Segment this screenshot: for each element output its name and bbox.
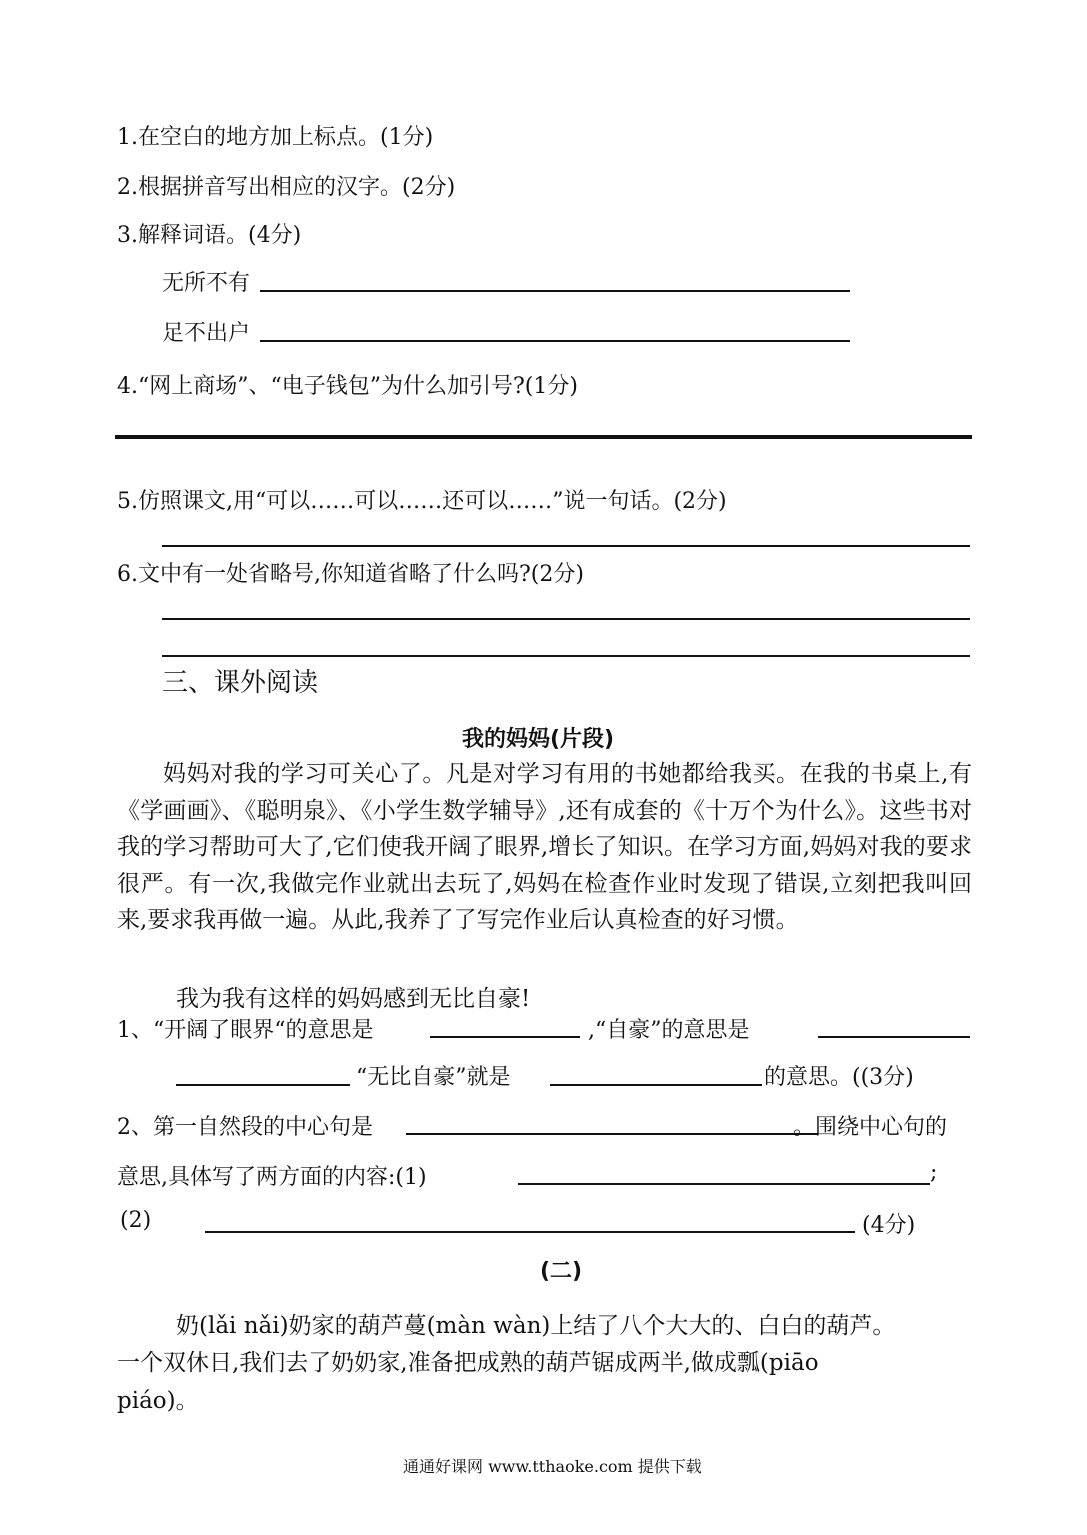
answer-line-proud[interactable] [818,1036,970,1038]
passage-2-line-3: piáo)。 [117,1388,199,1414]
answer-line-aspect-2[interactable] [205,1231,855,1233]
question-4: 4.“网上商场”、“电子钱包”为什么加引号?(1分) [117,374,578,399]
passage-2-line-1: 奶(lǎi nǎi)奶家的葫芦蔓(màn wàn)上结了八个大大的、白白的葫芦。 [176,1313,896,1339]
question-5: 5.仿照课文,用“可以……可以……还可以……”说一句话。(2分) [117,489,727,514]
question-1: 1.在空白的地方加上标点。(1分) [117,125,434,150]
answer-line-eyes-opened[interactable] [430,1036,580,1038]
passage-question-2-start: 2、第一自然段的中心句是 [117,1115,373,1140]
answer-line-incomparably-proud-a[interactable] [176,1084,350,1086]
passage-question-2-cont: 意思,具体写了两方面的内容:(1) [117,1165,427,1190]
passage-2-line-2: 一个双休日,我们去了奶奶家,准备把成熟的葫芦锯成两半,做成瓢(piāo [117,1350,819,1376]
passage-question-2-mid: 。围绕中心句的 [793,1115,948,1140]
answer-line-central-sentence[interactable] [406,1133,818,1135]
question-3-term-1: 无所不有 [162,271,251,296]
passage-question-2-item-2: (2) [120,1208,152,1233]
answer-line-question-5[interactable] [162,545,970,547]
answer-line-question-6-a[interactable] [162,618,970,620]
footer-credit: 通通好课网 www.tthaoke.com 提供下载 [403,1457,702,1476]
passage-question-2-points: (4分) [862,1213,916,1238]
section-title: 三、课外阅读 [162,668,319,698]
question-2: 2.根据拼音写出相应的汉字。(2分) [117,175,456,200]
question-3-term-2: 足不出户 [162,321,251,346]
answer-line-aspect-1[interactable] [518,1183,930,1185]
answer-line-question-6-b[interactable] [162,655,970,657]
question-6: 6.文中有一处省略号,你知道省略了什么吗?(2分) [117,562,584,587]
passage-question-1-mid: ,“自豪”的意思是 [588,1018,750,1043]
passage-1-title: 我的妈妈(片段) [462,727,615,752]
answer-line-question-4[interactable] [115,435,972,439]
passage-1-paragraph-1: 妈妈对我的学习可关心了。凡是对学习有用的书她都给我买。在我的书桌上,有《学画画》、《聪明泉》、《小学生数学辅导》,还有成套的《十万个为什么》。这些书对我的学习帮助可大了,它们使我开阔了眼界,增长了知识。在学习方面,妈妈对我的要求很严。有一次,我做完作业就出去玩了,妈妈在检查作业时发现了错误,立刻把我叫回来,要求我再做一遍。从此,我养了了写完作业后认真检查的好习惯。 [117,761,972,933]
passage-2-title: (二) [540,1259,583,1284]
answer-line-term-1[interactable] [260,290,850,292]
passage-question-2-semicolon: ; [930,1160,938,1185]
answer-line-term-2[interactable] [260,340,850,342]
answer-line-incomparably-proud-b[interactable] [550,1084,762,1086]
passage-question-1-start: 1、“开阔了眼界“的意思是 [117,1018,374,1043]
passage-1-paragraph-2: 我为我有这样的妈妈感到无比自豪! [176,986,531,1012]
passage-question-1-cont: “无比自豪”就是 [356,1065,511,1090]
question-3: 3.解释词语。(4分) [117,223,302,248]
passage-question-1-end: 的意思。((3分) [764,1065,914,1090]
